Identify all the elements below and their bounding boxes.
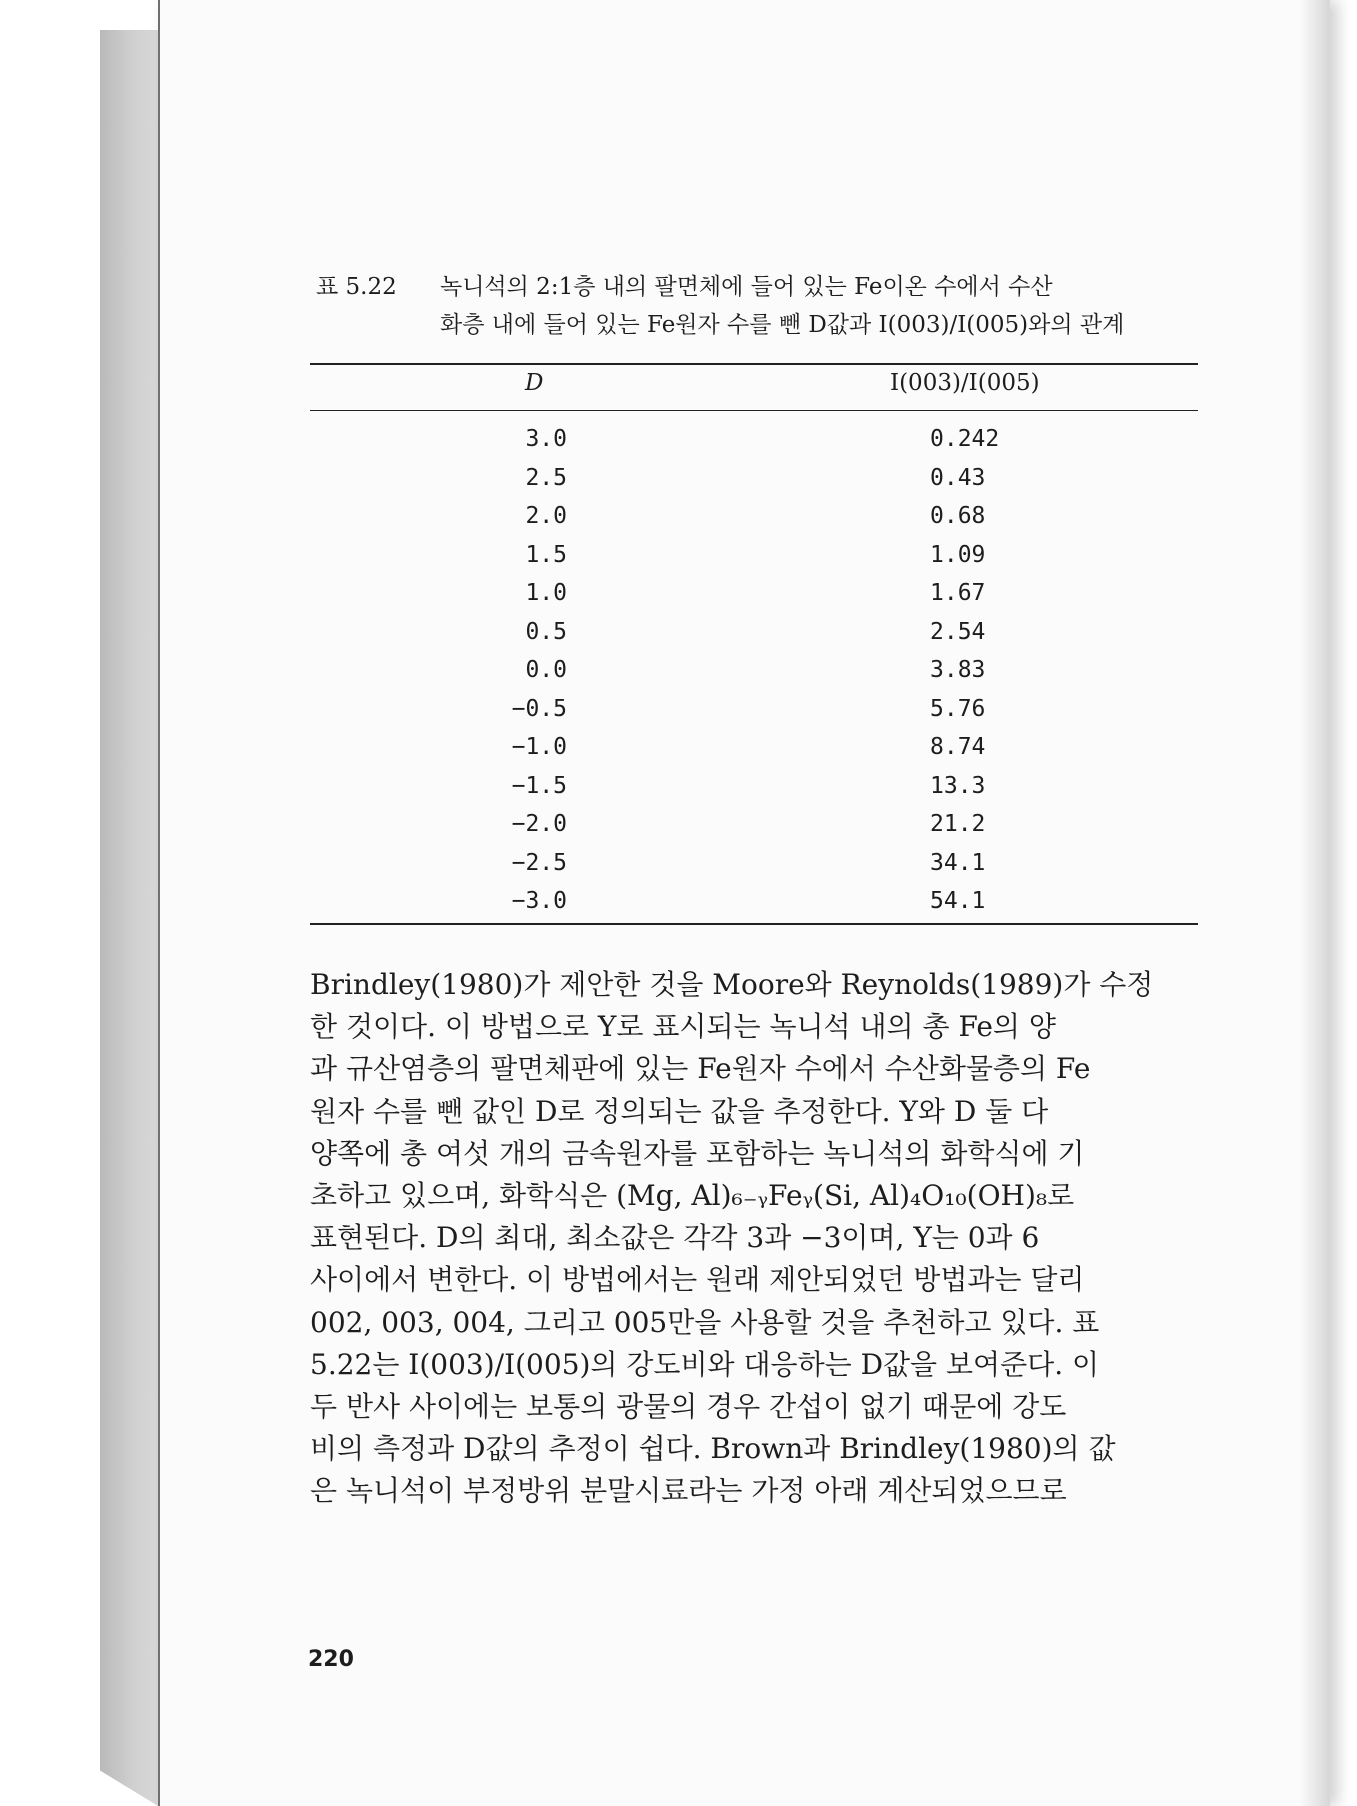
caption-line: 녹니석의 2:1층 내의 팔면체에 들어 있는 Fe이온 수에서 수산 [440,274,1053,300]
table-header-rule [310,410,1198,411]
body-line: 비의 측정과 D값의 추정이 쉽다. Brown과 Brindley(1980)의 값 [310,1432,1116,1466]
body-line: 표현된다. D의 최대, 최소값은 각각 3과 −3이며, Y는 0과 6 [310,1221,1040,1255]
table-body [0,420,1357,921]
cell-ratio: 0.68 [930,503,986,529]
body-line: 5.22는 I(003)/I(005)의 강도비와 대응하는 D값을 보여준다. 이 [310,1347,1100,1381]
cell-d: 2.0 [525,503,567,529]
cell-ratio: 8.74 [930,734,986,760]
cell-ratio: 2.54 [930,618,986,645]
column-header-ratio: I(003)/I(005) [890,370,1040,396]
cell-ratio: 0.43 [930,464,986,491]
cell-d: 0.5 [525,618,567,645]
page-number: 220 [308,1647,354,1672]
cell-d: −1.0 [511,734,567,760]
cell-d: −2.0 [511,811,567,837]
cell-d: −1.5 [511,772,567,799]
body-line: 사이에서 변한다. 이 방법에서는 원래 제안되었던 방법과는 달리 [310,1263,1085,1297]
cell-ratio: 0.242 [930,426,1000,452]
caption-line: 화층 내에 들어 있는 Fe원자 수를 뺀 D값과 I(003)/I(005)와의 관계 [440,312,1125,338]
cell-d: 0.0 [525,657,567,683]
body-line: 원자 수를 뺀 값인 D로 정의되는 값을 추정한다. Y와 D 둘 다 [310,1094,1049,1128]
table-row [0,459,1357,498]
cell-d: −3.0 [511,888,567,914]
table-top-rule [310,363,1198,365]
cell-d: −0.5 [511,695,567,722]
cell-ratio: 54.1 [930,888,986,914]
cell-d: 3.0 [525,426,567,452]
table-row [0,536,1357,575]
table-row [0,613,1357,652]
table-row [0,574,1357,613]
cell-ratio: 1.09 [930,541,986,568]
table-row [0,420,1357,459]
cell-ratio: 34.1 [930,849,986,876]
body-line: Brindley(1980)가 제안한 것을 Moore와 Reynolds(1989)가 수정 [310,968,1154,1001]
table-caption-text [440,268,1196,344]
table-caption [316,268,1196,344]
cell-d: 1.5 [525,541,567,568]
cell-ratio: 5.76 [930,695,986,722]
cell-ratio: 13.3 [930,772,986,799]
table-row [0,805,1357,844]
table-row [0,497,1357,536]
body-line: 양쪽에 총 여섯 개의 금속원자를 포함하는 녹니석의 화학식에 기 [310,1136,1085,1170]
table-caption-label: 표 5.22 [316,274,397,300]
body-line: 002, 003, 004, 그리고 005만을 사용할 것을 추천하고 있다. 표 [310,1305,1100,1339]
cell-ratio: 21.2 [930,811,986,837]
body-line: 초하고 있으며, 화학식은 (Mg, Al)₆₋ᵧFeᵧ(Si, Al)₄O₁₀(OH)₈로 [310,1179,1075,1213]
body-paragraph [310,964,1198,1513]
table-bottom-rule [310,923,1198,925]
body-line: 두 반사 사이에는 보통의 광물의 경우 간섭이 없기 때문에 강도 [310,1390,1067,1424]
table-row [0,767,1357,806]
cell-ratio: 3.83 [930,657,986,683]
cell-d: −2.5 [511,849,567,876]
cell-d: 1.0 [525,580,567,606]
body-line: 은 녹니석이 부정방위 분말시료라는 가정 아래 계산되었으므로 [310,1474,1067,1508]
body-line: 한 것이다. 이 방법으로 Y로 표시되는 녹니석 내의 총 Fe의 양 [310,1010,1056,1044]
cell-ratio: 1.67 [930,580,986,606]
table-row [0,651,1357,690]
body-line: 과 규산염층의 팔면체판에 있는 Fe원자 수에서 수산화물층의 Fe [310,1052,1091,1086]
table-row [0,728,1357,767]
column-header-d: D [525,370,544,396]
table-row [0,844,1357,883]
table-row [0,882,1357,921]
cell-d: 2.5 [525,464,567,491]
table-row [0,690,1357,729]
